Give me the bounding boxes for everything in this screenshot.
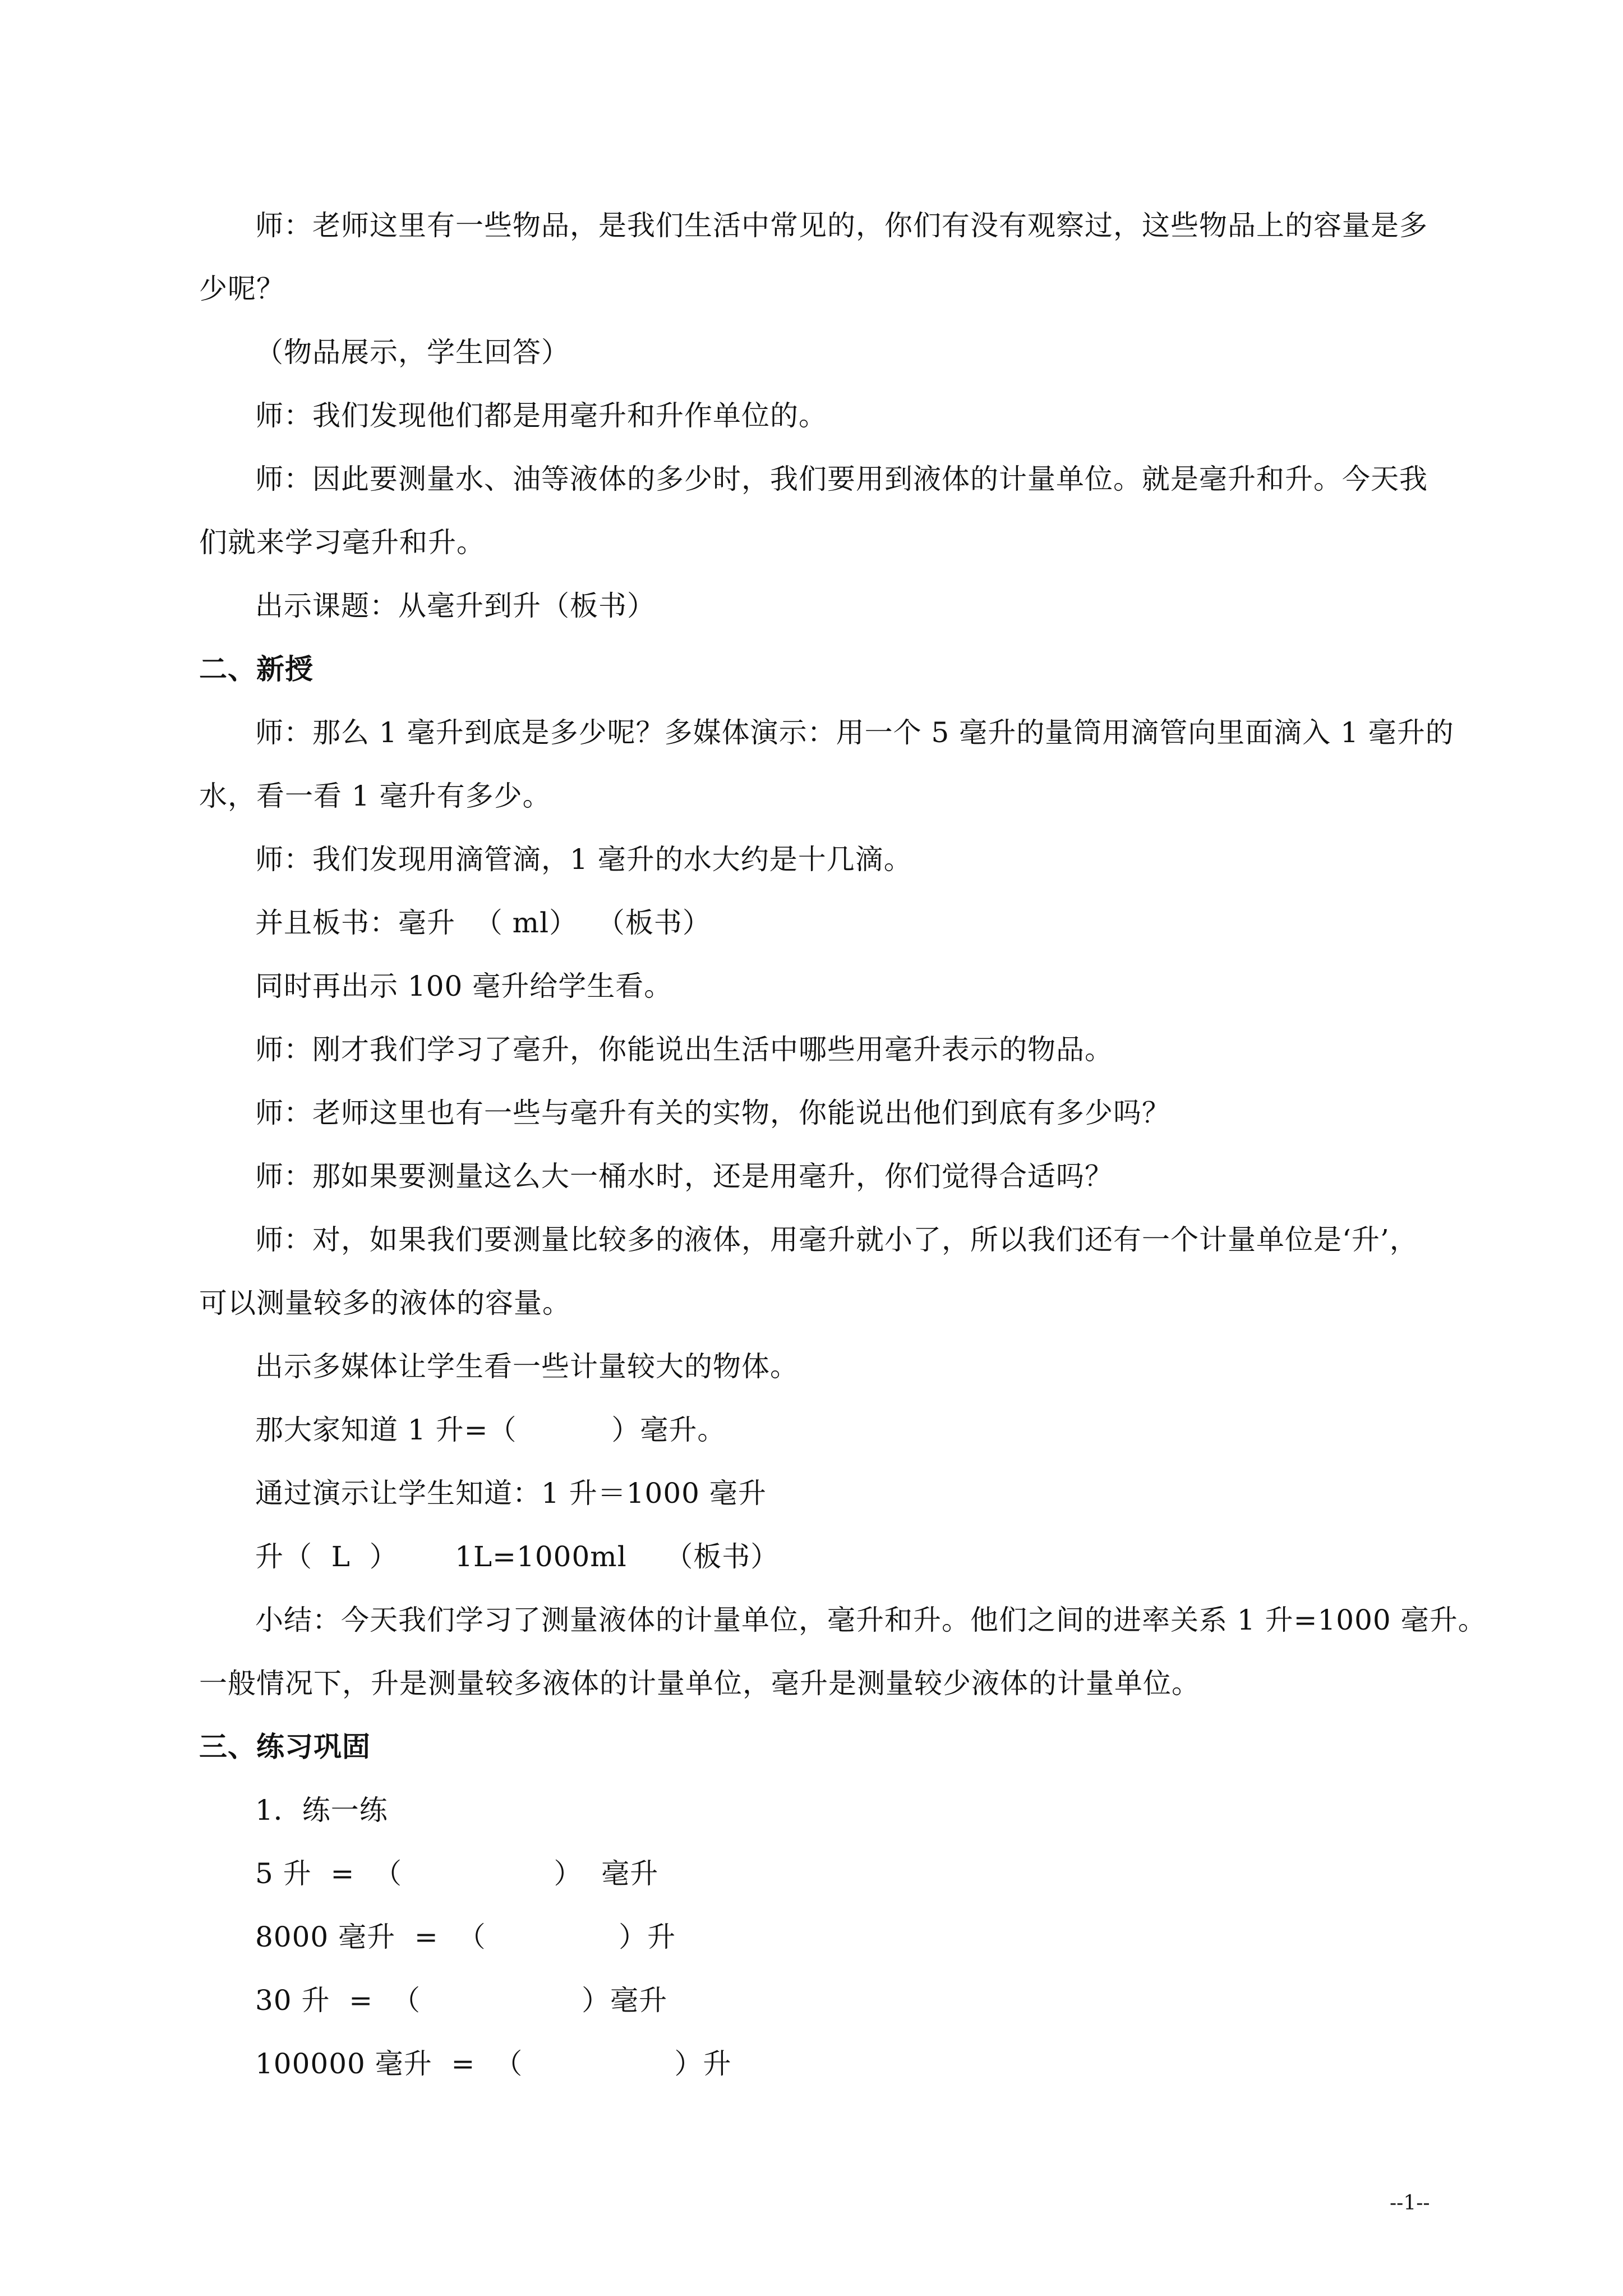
paragraph-line: 出示课题：从毫升到升（板书） — [255, 590, 656, 622]
exercise-item: 8000 毫升 = （ ）升 — [255, 1921, 676, 1953]
paragraph-line: 可以测量较多的液体的容量。 — [199, 1287, 571, 1319]
paragraph-line: （物品展示，学生回答） — [255, 336, 570, 369]
exercise-item: 100000 毫升 = （ ）升 — [255, 2047, 732, 2080]
paragraph-line: 师：那如果要测量这么大一桶水时，还是用毫升，你们觉得合适吗？ — [255, 1160, 1113, 1193]
paragraph-line: 们就来学习毫升和升。 — [199, 526, 485, 559]
page-number: --1-- — [1390, 2192, 1430, 2215]
paragraph-line: 师：我们发现他们都是用毫升和升作单位的。 — [255, 399, 827, 432]
paragraph-line: 师：老师这里有一些物品，是我们生活中常见的，你们有没有观察过，这些物品上的容量是多 — [255, 209, 1428, 242]
paragraph-line: 师：因此要测量水、油等液体的多少时，我们要用到液体的计量单位。就是毫升和升。今天我 — [255, 463, 1428, 495]
paragraph-line: 师：老师这里也有一些与毫升有关的实物，你能说出他们到底有多少吗？ — [255, 1097, 1170, 1129]
exercise-item: 5 升 = （ ） 毫升 — [255, 1857, 659, 1890]
paragraph-line: 师：对，如果我们要测量比较多的液体，用毫升就小了，所以我们还有一个计量单位是‘升’， — [255, 1223, 1418, 1256]
paragraph-line: 那大家知道 1 升=（ ）毫升。 — [255, 1414, 726, 1446]
paragraph-line: 出示多媒体让学生看一些计量较大的物体。 — [255, 1350, 799, 1383]
paragraph-line: 并且板书：毫升 （ ml） （板书） — [255, 907, 711, 939]
paragraph-line: 小结：今天我们学习了测量液体的计量单位，毫升和升。他们之间的进率关系 1 升=1000 毫升。 — [255, 1604, 1487, 1636]
section-heading: 二、新授 — [199, 652, 313, 685]
section-heading: 三、练习巩固 — [199, 1730, 371, 1763]
paragraph-line: 通过演示让学生知道：1 升＝1000 毫升 — [255, 1477, 767, 1510]
paragraph-line: 师：那么 1 毫升到底是多少呢？多媒体演示：用一个 5 毫升的量筒用滴管向里面滴入 1 毫升的 — [255, 716, 1454, 749]
exercise-item: 30 升 = （ ）毫升 — [255, 1984, 668, 2017]
paragraph-line: 师：我们发现用滴管滴，1 毫升的水大约是十几滴。 — [255, 843, 912, 876]
paragraph-line: 水，看一看 1 毫升有多少。 — [199, 780, 551, 812]
paragraph-line: 升（ L ） 1L=1000ml （板书） — [255, 1540, 780, 1573]
exercise-title: 1．练一练 — [255, 1794, 388, 1826]
paragraph-line: 师：刚才我们学习了毫升，你能说出生活中哪些用毫升表示的物品。 — [255, 1033, 1113, 1066]
paragraph-line: 同时再出示 100 毫升给学生看。 — [255, 970, 673, 1002]
paragraph-line: 一般情况下，升是测量较多液体的计量单位，毫升是测量较少液体的计量单位。 — [199, 1667, 1200, 1700]
paragraph-line: 少呢？ — [199, 273, 285, 305]
